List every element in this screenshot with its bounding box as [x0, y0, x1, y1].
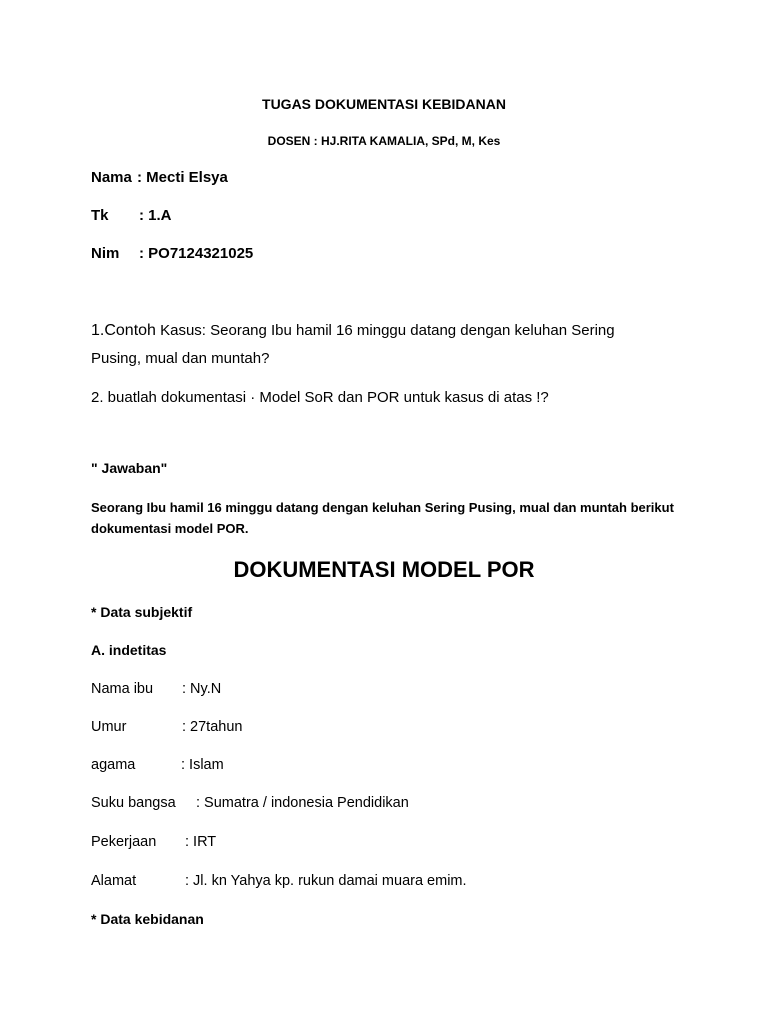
- student-name-value: : Mecti Elsya: [137, 169, 228, 186]
- midwifery-data-heading: * Data kebidanan: [91, 911, 204, 927]
- identity-heading: A. indetitas: [91, 642, 167, 658]
- identity-row: [91, 834, 216, 850]
- identity-row: [91, 757, 224, 773]
- section-title: DOKUMENTASI MODEL POR: [233, 557, 535, 582]
- question-1: [91, 322, 615, 340]
- identity-label: Umur: [91, 719, 127, 735]
- student-class-value: : 1.A: [139, 207, 172, 224]
- student-class-label: Tk: [91, 207, 109, 224]
- student-name-row: Nama : Mecti Elsya: [91, 169, 228, 186]
- student-nim-row: [91, 245, 253, 262]
- identity-row: Suku bangsa : Sumatra / indonesia Pendidikan: [91, 795, 409, 811]
- identity-label: Alamat: [91, 873, 137, 889]
- document-title: TUGAS DOKUMENTASI KEBIDANAN: [262, 96, 506, 112]
- identity-value: : 27tahun: [182, 719, 243, 735]
- identity-value: : Sumatra / indonesia Pendidikan: [196, 795, 409, 811]
- student-nim-label: Nim: [91, 245, 120, 262]
- student-class-row: [91, 207, 172, 224]
- identity-label: agama: [91, 757, 136, 773]
- question-2: 2. buatlah dokumentasi · Model SoR dan POR untuk kasus di atas !?: [91, 389, 549, 406]
- question-1-line-2: Pusing, mual dan muntah?: [91, 350, 270, 367]
- identity-row: [91, 719, 242, 735]
- question-1-text: Kasus: Seorang Ibu hamil 16 minggu datang dengan keluhan Sering: [160, 322, 615, 339]
- identity-value: : Ny.N: [182, 681, 222, 697]
- answer-intro: Seorang Ibu hamil 16 minggu datang dengan keluhan Sering Pusing, mual dan muntah berikut dokumentasi model POR.: [91, 500, 674, 536]
- identity-label: Pekerjaan: [91, 834, 157, 850]
- identity-value: : Islam: [181, 757, 224, 773]
- identity-value: : Jl. kn Yahya kp. rukun damai muara emim.: [185, 873, 467, 889]
- question-1-prefix: 1.Contoh: [91, 322, 156, 339]
- answer-heading: " Jawaban": [91, 460, 168, 476]
- student-nim-value: : PO7124321025: [139, 245, 254, 262]
- lecturer-line: DOSEN : HJ.RITA KAMALIA, SPd, M, Kes: [267, 134, 501, 148]
- subjective-data-heading: * Data subjektif: [91, 604, 193, 620]
- identity-row: [91, 873, 467, 889]
- identity-label: Nama ibu: [91, 681, 154, 697]
- identity-row: [91, 681, 221, 697]
- identity-value: : IRT: [185, 834, 217, 850]
